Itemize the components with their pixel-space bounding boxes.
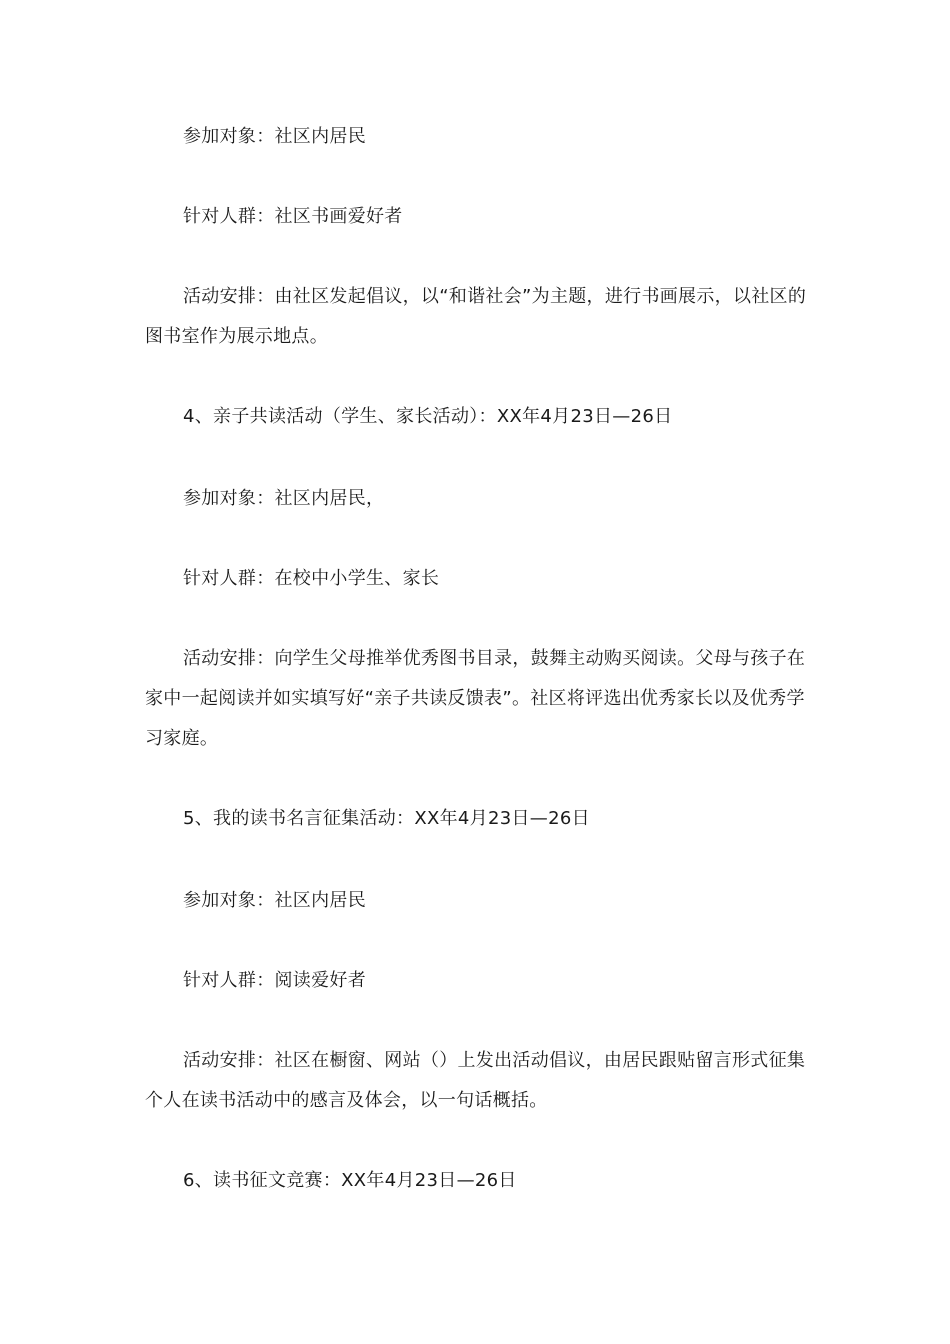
arrangement-paragraph-3: 活动安排：社区在橱窗、网站（）上发出活动倡议，由居民跟贴留言形式征集个人在读书活动中的感言及体会，以一句话概括。	[145, 1050, 806, 1111]
arrangement-paragraph-1: 活动安排：由社区发起倡议，以“和谐社会”为主题，进行书画展示，以社区的图书室作为展示地点。	[145, 286, 807, 347]
target-group-line-2: 针对人群：在校中小学生、家长	[183, 568, 440, 589]
participants-line-1: 参加对象：社区内居民	[183, 126, 366, 147]
target-group-line-3: 针对人群：阅读爱好者	[183, 970, 366, 991]
participants-line-3: 参加对象：社区内居民	[183, 890, 366, 911]
arrangement-paragraph-2: 活动安排：向学生父母推举优秀图书目录，鼓舞主动购买阅读。父母与孩子在家中一起阅读并如实填写好“亲子共读反馈表”。社区将评选出优秀家长以及优秀学习家庭。	[145, 648, 806, 749]
section-heading-6: 6、读书征文竞赛：XX年4月23日—26日	[183, 1170, 517, 1191]
section-heading-5: 5、我的读书名言征集活动：XX年4月23日—26日	[183, 808, 590, 829]
section-heading-4: 4、亲子共读活动（学生、家长活动）：XX年4月23日—26日	[183, 406, 673, 427]
target-group-line-1: 针对人群：社区书画爱好者	[183, 206, 403, 227]
participants-line-2: 参加对象：社区内居民，	[183, 488, 385, 509]
